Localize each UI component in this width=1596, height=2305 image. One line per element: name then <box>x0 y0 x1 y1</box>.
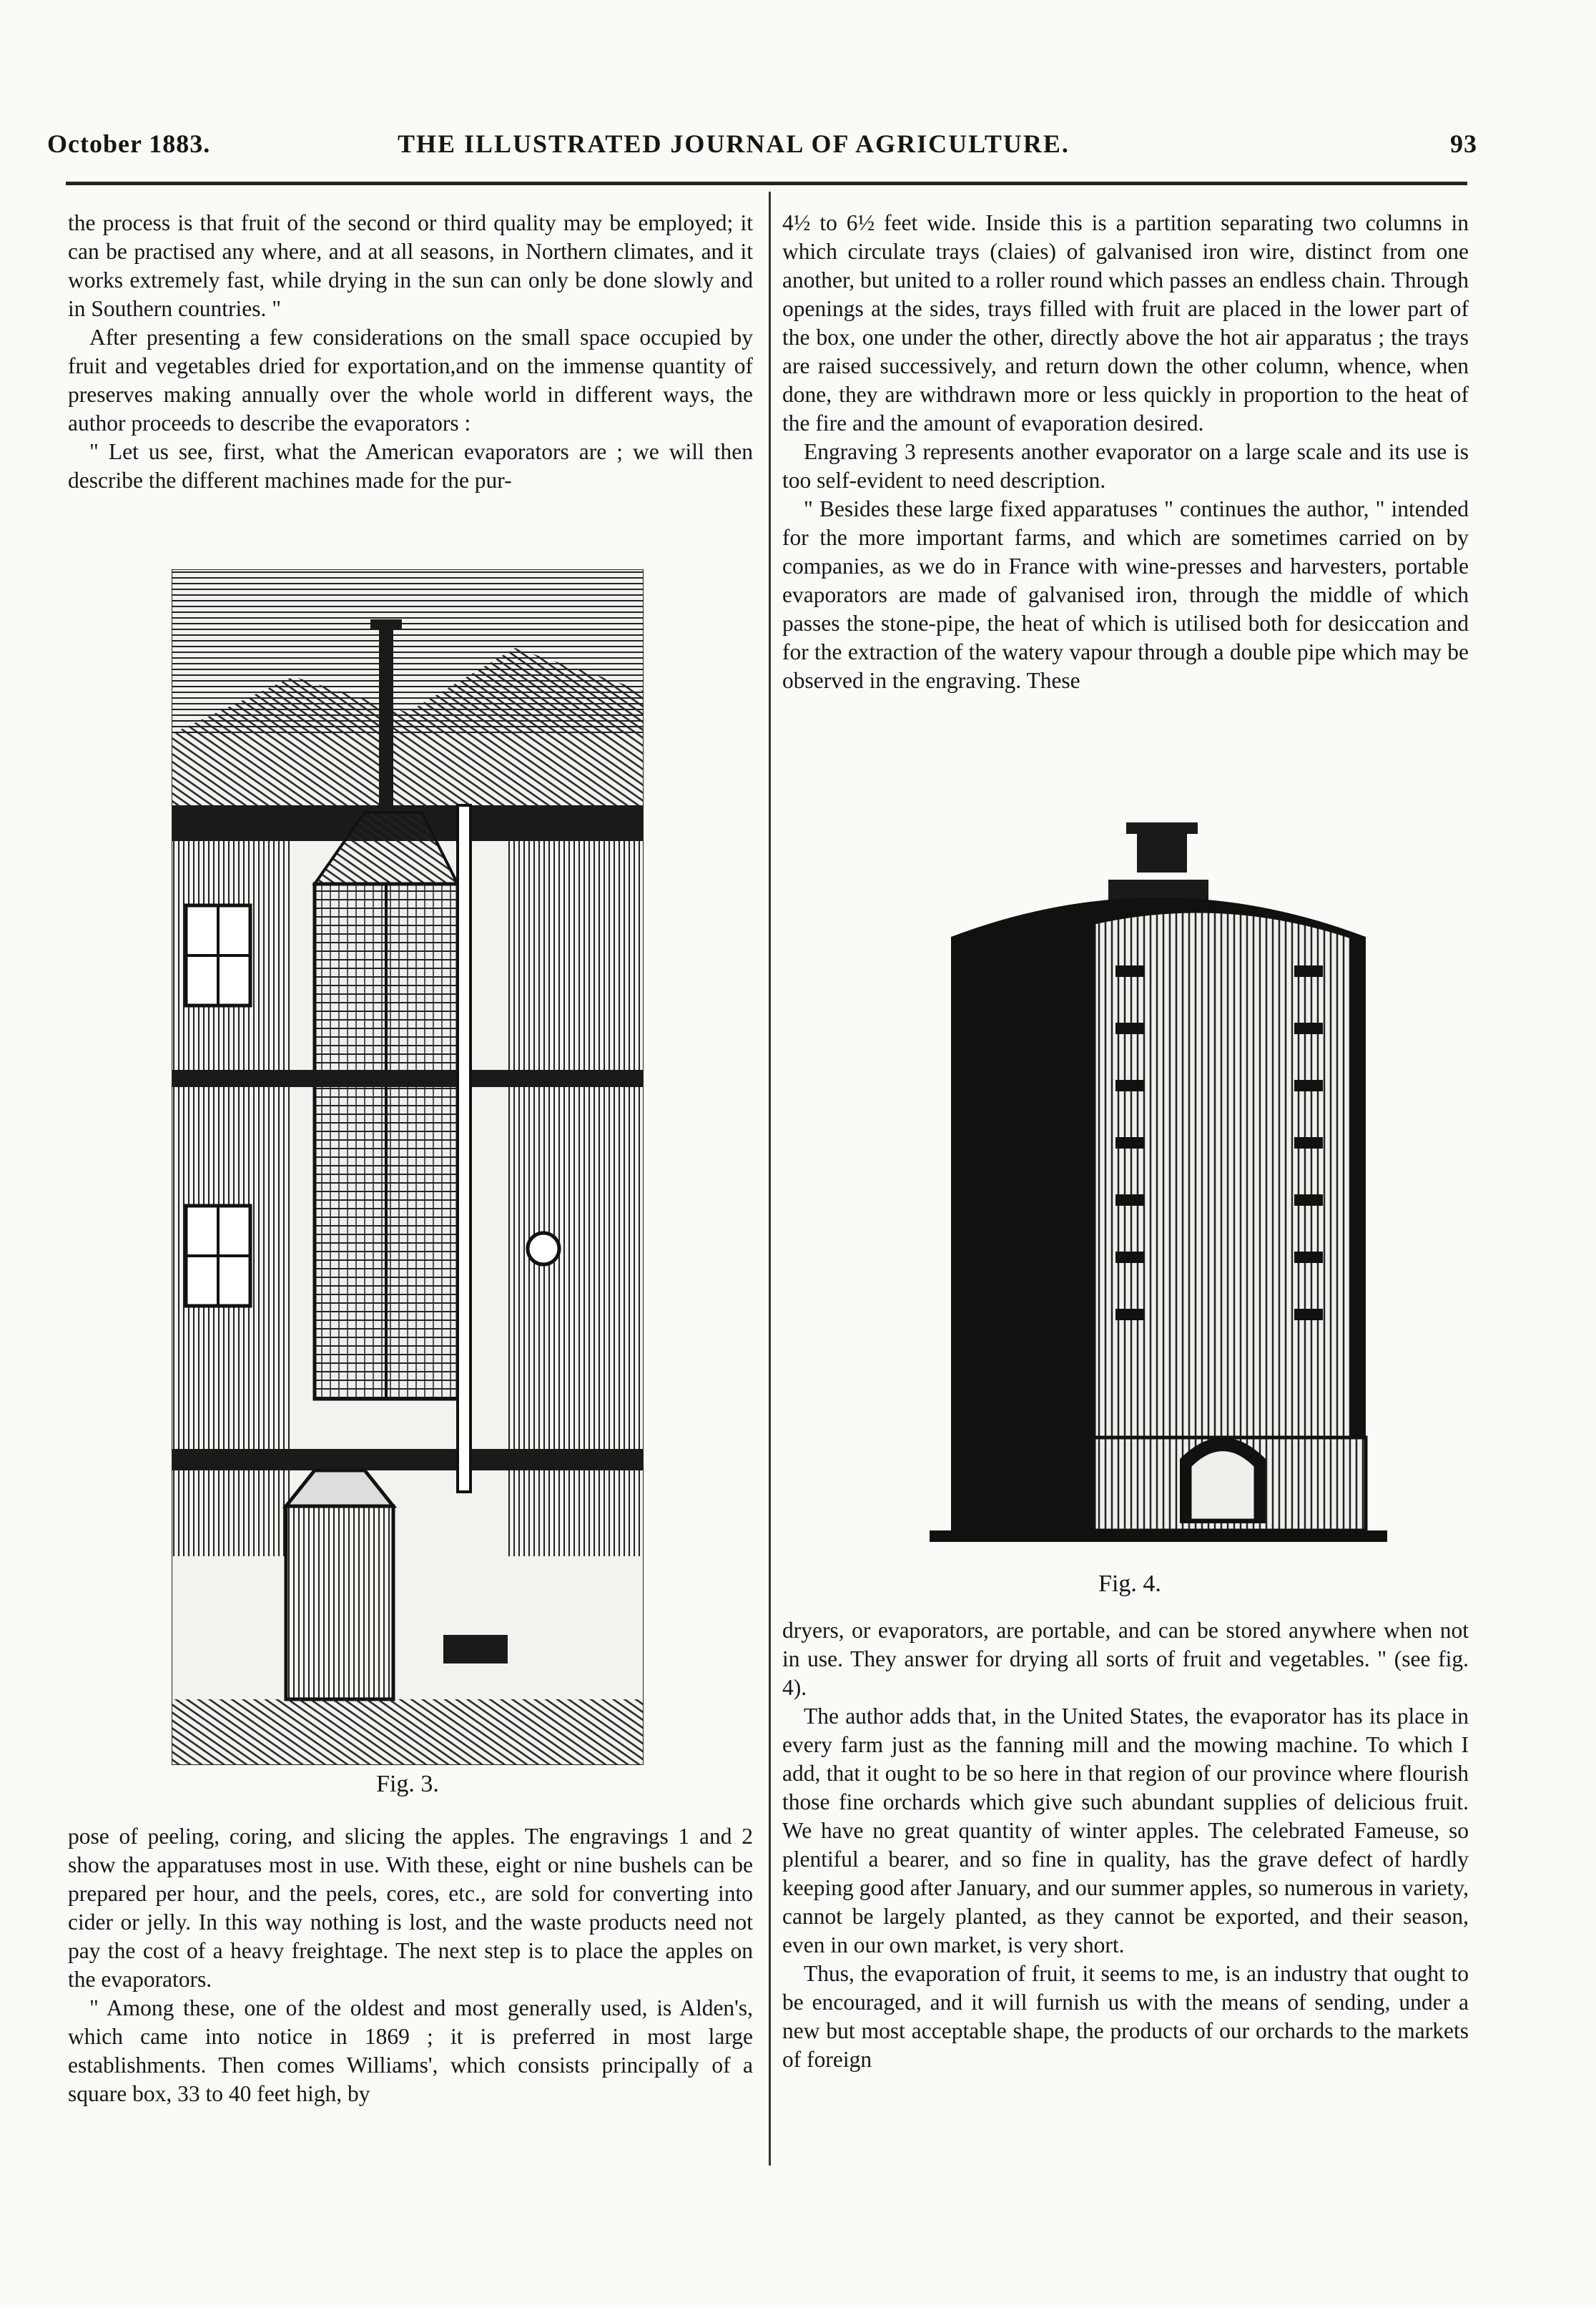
right-column-top-text <box>782 209 1469 695</box>
fig4-caption: Fig. 4. <box>1098 1571 1161 1597</box>
paragraph: The author adds that, in the United States, the evaporator has its place in every farm just as the fanning mill and the mowing machine. To which I add, that it ought to be so here in that region of our province where flourish those fine orchards which give such abundant supplies of delicious fruit. We have no great quantity of winter apples. The celebrated Fameuse, so plentiful a bearer, and so fine in quality, has the grave defect of hardly keeping good after January, and our summer apples, so numerous in variety, cannot be largely planted, as they cannot be exported, and their season, even in our own market, is very short. <box>782 1704 1469 1957</box>
fig3-engraving <box>172 569 644 1765</box>
journal-title: THE ILLUSTRATED JOURNAL OF AGRICULTURE. <box>398 129 1070 158</box>
fig4-engraving <box>922 815 1402 1559</box>
paragraph: Engraving 3 represents another evaporator on a large scale and its use is too self-evident to need description. <box>782 439 1469 493</box>
header-rule <box>66 182 1467 185</box>
paragraph: dryers, or evaporators, are portable, and can be stored anywhere when not in use. They answer for drying all sorts of fruit and vegetables. " (see fig. 4). <box>782 1618 1469 1700</box>
issue-date: October 1883. <box>47 129 211 158</box>
running-header <box>47 120 1477 170</box>
fig3-caption: Fig. 3. <box>376 1771 439 1797</box>
paragraph: pose of peeling, coring, and slicing the apples. The engravings 1 and 2 show the apparatuses most in use. With these, eight or nine bushels can be prepared per hour, and the peels, cores, etc., are sold for converting into cider or jelly. In this way nothing is lost, and the waste products need not pay the cost of a heavy freightage. The next step is to place the apples on the evaporators. <box>68 1824 753 1992</box>
paragraph: After presenting a few considerations on the small space occupied by fruit and vegetables dried for exportation,and on the immense quantity of preserves making annually over the whole world in different ways, the author proceeds to describe the evaporators : <box>68 325 753 436</box>
paragraph: " Let us see, first, what the American evaporators are ; we will then describe the different machines made for the pur- <box>68 439 753 493</box>
paragraph: " Besides these large fixed apparatuses " continues the author, " intended for the more important farms, and which are sometimes carried on by companies, as we do in France with wine-presses and harvesters, portable evaporators are made of galvanised iron, through the middle of which passes the stone-pipe, the heat of which is utilised both for desiccation and for the extraction of the watery vapour through a double pipe which may be observed in the engraving. These <box>782 496 1469 693</box>
paragraph: the process is that fruit of the second or third quality may be employed; it can be practised any where, and at all seasons, in Northern climates, and it works extremely fast, while drying in the sun can only be done slowly and in Southern countries. " <box>68 210 753 321</box>
paragraph: 4½ to 6½ feet wide. Inside this is a partition separating two columns in which circulate trays (claies) of galvanised iron wire, distinct from one another, but united to a roller round which passes an endless chain. Through openings at the sides, trays filled with fruit are placed in the lower part of the box, one under the other, directly above the hot air apparatus ; the trays are raised successively, and return down the other column, whence, when done, they are withdrawn more or less quickly in proportion to the heat of the fire and the amount of evaporation desired. <box>782 210 1469 436</box>
left-column-bottom-text <box>68 1822 753 2108</box>
column-divider <box>769 192 771 2166</box>
page-number: 93 <box>1450 129 1477 158</box>
paragraph: Thus, the evaporation of fruit, it seems to me, is an industry that ought to be encouraged, and it will furnish us with the means of sending, under a new but most acceptable shape, the products of our orchards to the markets of foreign <box>782 1961 1469 2072</box>
right-column-bottom-text <box>782 1616 1469 2074</box>
paragraph: " Among these, one of the oldest and most generally used, is Alden's, which came into notice in 1869 ; it is preferred in most large establishments. Then comes Williams', which consists principally of a square box, 33 to 40 feet high, by <box>68 1995 753 2106</box>
left-column-top-text <box>68 209 753 495</box>
